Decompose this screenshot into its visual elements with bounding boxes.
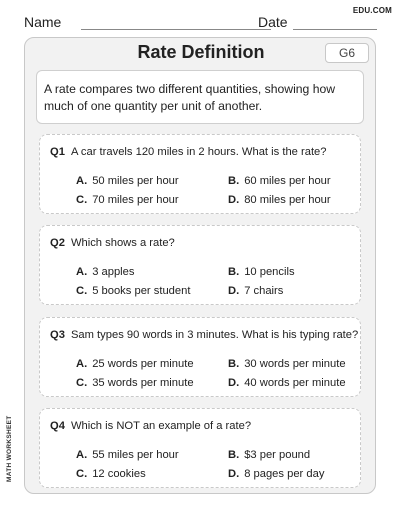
question-card-1 bbox=[39, 134, 361, 214]
option-text: 5 books per student bbox=[92, 285, 191, 297]
option-b[interactable] bbox=[228, 266, 295, 278]
question-number: Q2 bbox=[50, 237, 65, 249]
option-d[interactable] bbox=[228, 194, 331, 206]
question-stem bbox=[50, 146, 327, 158]
option-text: 80 miles per hour bbox=[244, 194, 331, 206]
question-text: Which shows a rate? bbox=[70, 237, 175, 249]
option-text: $3 per pound bbox=[244, 449, 311, 461]
question-text: A car travels 120 miles in 2 hours. What is the rate? bbox=[70, 146, 327, 158]
option-text: 25 words per minute bbox=[92, 358, 194, 370]
question-number: Q1 bbox=[50, 146, 65, 158]
option-letter: D. bbox=[228, 285, 240, 297]
option-d[interactable] bbox=[228, 468, 324, 480]
option-text: 12 cookies bbox=[92, 468, 146, 480]
option-text: 7 chairs bbox=[244, 285, 284, 297]
side-label: MATH WORKSHEET bbox=[6, 415, 13, 482]
option-letter: B. bbox=[228, 175, 240, 187]
option-b[interactable] bbox=[228, 449, 310, 461]
question-number: Q3 bbox=[50, 329, 65, 341]
option-text: 8 pages per day bbox=[244, 468, 325, 480]
question-stem bbox=[50, 329, 358, 341]
option-text: 55 miles per hour bbox=[92, 449, 179, 461]
intro-box: A rate compares two different quantities, showing how much of one quantity per unit of another. bbox=[36, 70, 364, 124]
option-c[interactable] bbox=[76, 377, 194, 389]
option-a[interactable] bbox=[76, 358, 194, 370]
question-text: Sam types 90 words in 3 minutes. What is his typing rate? bbox=[70, 329, 359, 341]
option-c[interactable] bbox=[76, 194, 179, 206]
option-letter: A. bbox=[76, 175, 88, 187]
option-text: 3 apples bbox=[92, 266, 135, 278]
option-text: 40 words per minute bbox=[244, 377, 346, 389]
option-letter: D. bbox=[228, 377, 240, 389]
name-date-row bbox=[24, 14, 376, 32]
option-letter: D. bbox=[228, 468, 240, 480]
option-letter: A. bbox=[76, 266, 88, 278]
name-label: Name bbox=[24, 14, 62, 30]
option-a[interactable] bbox=[76, 266, 135, 278]
date-label: Date bbox=[258, 14, 288, 30]
option-letter: C. bbox=[76, 194, 88, 206]
option-letter: C. bbox=[76, 468, 88, 480]
option-letter: B. bbox=[228, 449, 240, 461]
worksheet-title: Rate Definition bbox=[137, 42, 265, 62]
option-letter: B. bbox=[228, 358, 240, 370]
question-text: Which is NOT an example of a rate? bbox=[70, 420, 252, 432]
option-b[interactable] bbox=[228, 175, 331, 187]
option-letter: D. bbox=[228, 194, 240, 206]
option-c[interactable] bbox=[76, 468, 146, 480]
option-d[interactable] bbox=[228, 285, 283, 297]
name-line[interactable] bbox=[81, 29, 271, 30]
option-text: 70 miles per hour bbox=[92, 194, 179, 206]
brand-logo: EDU.COM bbox=[352, 6, 392, 15]
option-text: 30 words per minute bbox=[244, 358, 346, 370]
option-text: 50 miles per hour bbox=[92, 175, 179, 187]
option-a[interactable] bbox=[76, 175, 179, 187]
question-card-4 bbox=[39, 408, 361, 488]
question-stem bbox=[50, 420, 251, 432]
option-text: 10 pencils bbox=[244, 266, 295, 278]
option-letter: A. bbox=[76, 358, 88, 370]
grade-badge: G6 bbox=[325, 43, 369, 63]
option-a[interactable] bbox=[76, 449, 179, 461]
option-b[interactable] bbox=[228, 358, 346, 370]
option-text: 35 words per minute bbox=[92, 377, 194, 389]
question-card-2 bbox=[39, 225, 361, 305]
option-letter: B. bbox=[228, 266, 240, 278]
question-stem bbox=[50, 237, 175, 249]
option-d[interactable] bbox=[228, 377, 346, 389]
option-letter: C. bbox=[76, 285, 88, 297]
option-letter: C. bbox=[76, 377, 88, 389]
date-line[interactable] bbox=[293, 29, 377, 30]
question-card-3 bbox=[39, 317, 361, 397]
question-number: Q4 bbox=[50, 420, 65, 432]
option-c[interactable] bbox=[76, 285, 190, 297]
worksheet-frame bbox=[24, 37, 376, 494]
option-text: 60 miles per hour bbox=[244, 175, 331, 187]
option-letter: A. bbox=[76, 449, 88, 461]
